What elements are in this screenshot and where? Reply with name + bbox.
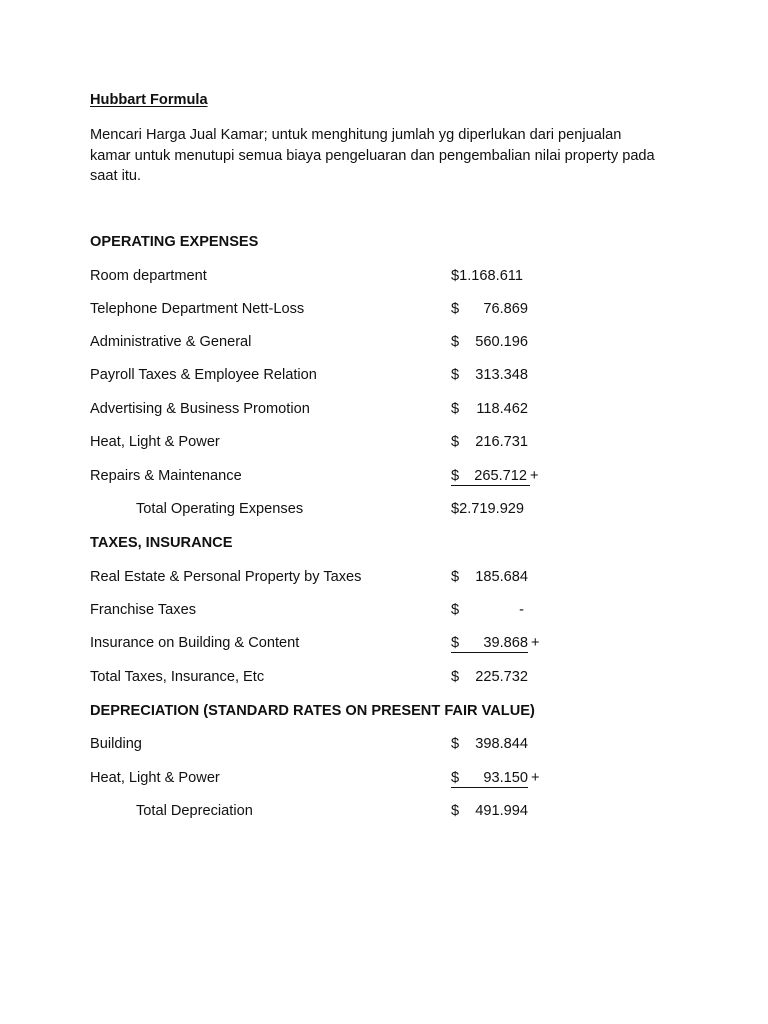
expense-amount-cell bbox=[451, 434, 528, 452]
currency-symbol: $ bbox=[451, 770, 460, 786]
expense-label: Heat, Light & Power bbox=[90, 434, 220, 450]
expense-row bbox=[0, 468, 768, 490]
expense-amount-cell bbox=[451, 569, 528, 587]
total-amount: 491.994 bbox=[475, 803, 528, 819]
expense-row bbox=[0, 401, 768, 423]
expense-row bbox=[0, 602, 768, 624]
currency-symbol: $ bbox=[451, 602, 460, 618]
sum-marker: + bbox=[530, 468, 539, 484]
expense-amount: 93.150 bbox=[483, 770, 528, 786]
expense-row bbox=[0, 635, 768, 657]
expense-row bbox=[0, 434, 768, 456]
currency-symbol: $ bbox=[451, 401, 460, 417]
expense-amount-cell bbox=[451, 468, 539, 486]
expense-row bbox=[0, 268, 768, 290]
total-amount: 225.732 bbox=[475, 669, 528, 685]
total-amount-cell bbox=[451, 669, 528, 687]
amount-box bbox=[451, 569, 528, 587]
amount-box bbox=[451, 635, 528, 653]
expense-row bbox=[0, 569, 768, 591]
expense-label: Real Estate & Personal Property by Taxes bbox=[90, 569, 362, 585]
expense-row bbox=[0, 770, 768, 792]
expense-label: Room department bbox=[90, 268, 207, 284]
intro-paragraph bbox=[90, 125, 690, 187]
expense-amount: 185.684 bbox=[475, 569, 528, 585]
amount-box bbox=[451, 770, 528, 788]
expense-amount: - bbox=[519, 602, 524, 618]
currency-symbol: $ bbox=[451, 301, 460, 317]
expense-row bbox=[0, 736, 768, 758]
expense-amount-cell bbox=[451, 401, 528, 419]
total-row bbox=[0, 669, 768, 691]
expense-amount-cell bbox=[451, 770, 540, 788]
total-row bbox=[0, 501, 768, 523]
expense-label: Advertising & Business Promotion bbox=[90, 401, 310, 417]
amount-box bbox=[451, 301, 528, 319]
expense-label: Telephone Department Nett-Loss bbox=[90, 301, 305, 317]
amount-box bbox=[451, 268, 528, 286]
expense-label: Heat, Light & Power bbox=[90, 770, 220, 786]
currency-symbol: $ bbox=[451, 569, 460, 585]
intro-line: saat itu. bbox=[90, 168, 142, 184]
expense-amount: 560.196 bbox=[475, 334, 528, 350]
currency-symbol: $ bbox=[451, 468, 460, 484]
intro-line: kamar untuk menutupi semua biaya pengeluaran dan pengembalian nilai property pada bbox=[90, 147, 655, 164]
expense-amount-cell bbox=[451, 736, 528, 754]
amount-box bbox=[451, 602, 528, 620]
amount-box bbox=[451, 501, 528, 519]
intro-line: Mencari Harga Jual Kamar; untuk menghitung jumlah yg diperlukan dari penjualan bbox=[90, 127, 622, 143]
expense-amount: 313.348 bbox=[475, 367, 528, 383]
total-row bbox=[0, 803, 768, 825]
expense-amount-cell bbox=[451, 301, 528, 319]
expense-amount-cell bbox=[451, 367, 528, 385]
currency-symbol: $ bbox=[451, 434, 460, 450]
expense-amount: 265.712 bbox=[474, 468, 527, 484]
expense-row bbox=[0, 334, 768, 356]
expense-row bbox=[0, 301, 768, 323]
expense-amount: 398.844 bbox=[475, 736, 528, 752]
total-label: Total Operating Expenses bbox=[136, 501, 304, 517]
currency-symbol: $ bbox=[451, 334, 460, 350]
expense-label: Payroll Taxes & Employee Relation bbox=[90, 367, 317, 383]
expense-amount: 216.731 bbox=[475, 434, 528, 450]
currency-symbol: $ bbox=[451, 803, 460, 819]
expense-amount: 76.869 bbox=[483, 301, 528, 317]
sum-marker: + bbox=[531, 770, 540, 786]
expense-amount-cell bbox=[451, 334, 528, 352]
total-label: Total Taxes, Insurance, Etc bbox=[90, 669, 265, 685]
expense-amount: 39.868 bbox=[483, 635, 528, 651]
expense-label: Building bbox=[90, 736, 142, 752]
amount-box bbox=[451, 468, 530, 486]
amount-box bbox=[451, 401, 528, 419]
document-title: Hubbart Formula bbox=[90, 92, 208, 108]
expense-label: Repairs & Maintenance bbox=[90, 468, 242, 484]
expense-amount-cell bbox=[451, 602, 528, 620]
total-amount-cell bbox=[451, 803, 528, 821]
depreciation-heading: DEPRECIATION (STANDARD RATES ON PRESENT FAIR VALUE) bbox=[90, 703, 535, 719]
expense-row bbox=[0, 367, 768, 389]
currency-symbol: $ bbox=[451, 367, 460, 383]
amount-box bbox=[451, 367, 528, 385]
sum-marker: + bbox=[531, 635, 540, 651]
currency-symbol: $ bbox=[451, 635, 460, 651]
amount-box bbox=[451, 669, 528, 687]
amount-box bbox=[451, 803, 528, 821]
total-amount: $2.719.929 bbox=[451, 501, 525, 517]
currency-symbol: $ bbox=[451, 669, 460, 685]
total-amount-cell bbox=[451, 501, 528, 519]
expense-label: Administrative & General bbox=[90, 334, 252, 350]
operating-expenses-heading: OPERATING EXPENSES bbox=[90, 234, 259, 250]
amount-box bbox=[451, 434, 528, 452]
expense-label: Franchise Taxes bbox=[90, 602, 196, 618]
taxes-insurance-heading: TAXES, INSURANCE bbox=[90, 535, 233, 551]
currency-symbol: $ bbox=[451, 736, 460, 752]
expense-amount-cell bbox=[451, 635, 540, 653]
amount-box bbox=[451, 736, 528, 754]
expense-amount: 118.462 bbox=[476, 401, 528, 417]
amount-box bbox=[451, 334, 528, 352]
total-label: Total Depreciation bbox=[136, 803, 253, 819]
expense-label: Insurance on Building & Content bbox=[90, 635, 300, 651]
expense-amount: $1.168.611 bbox=[451, 268, 523, 284]
expense-amount-cell bbox=[451, 268, 528, 286]
